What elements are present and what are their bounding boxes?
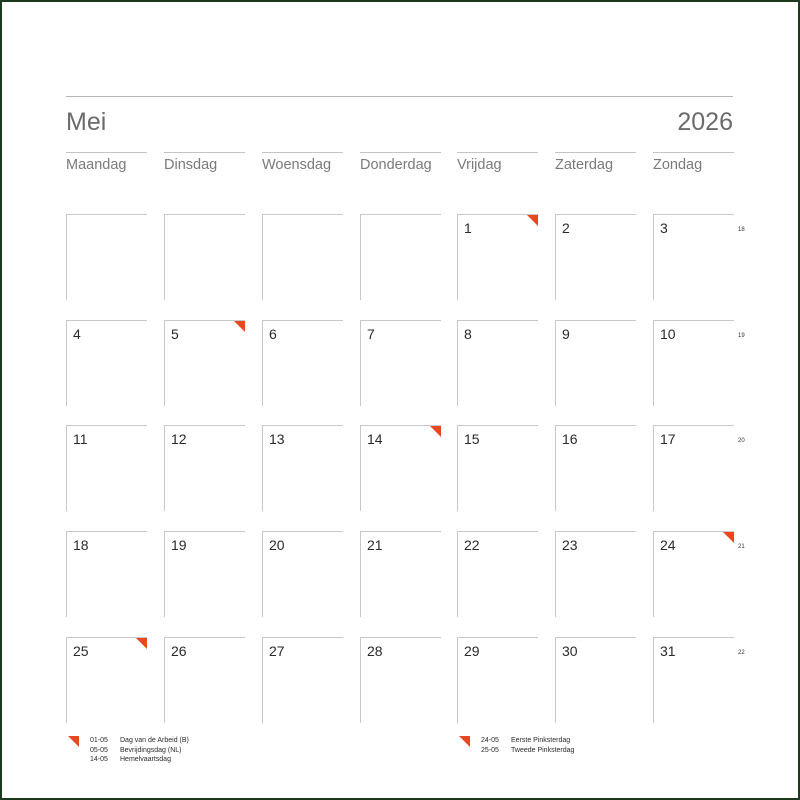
day-cell[interactable] [360, 637, 441, 723]
day-number: 14 [367, 431, 383, 447]
holiday-name: Bevrijdingsdag (NL) [120, 746, 182, 754]
holiday-flag-icon [723, 532, 734, 543]
weekday-header [555, 152, 636, 173]
holiday-date: 05-05 [90, 746, 108, 754]
day-number: 23 [562, 537, 578, 553]
day-number: 4 [73, 326, 81, 342]
weekday-header [360, 152, 441, 173]
day-number: 27 [269, 643, 285, 659]
day-cell[interactable] [555, 637, 636, 723]
day-cell[interactable] [262, 531, 343, 617]
day-cell[interactable] [360, 320, 441, 406]
day-number: 20 [269, 537, 285, 553]
weekday-label: Donderdag [360, 157, 432, 173]
day-number: 17 [660, 431, 676, 447]
day-number: 29 [464, 643, 480, 659]
day-cell[interactable] [164, 531, 245, 617]
day-cell[interactable] [66, 214, 147, 300]
day-number: 24 [660, 537, 676, 553]
day-cell[interactable] [262, 637, 343, 723]
holiday-name: Eerste Pinksterdag [511, 737, 571, 744]
day-cell[interactable] [66, 531, 147, 617]
day-cell[interactable] [653, 214, 734, 300]
day-number: 16 [562, 431, 578, 447]
day-cell[interactable] [360, 214, 441, 300]
day-number: 9 [562, 326, 570, 342]
weekday-label: Dinsdag [164, 157, 218, 173]
day-cell[interactable] [457, 425, 538, 511]
day-cell[interactable] [164, 637, 245, 723]
day-cell[interactable] [164, 214, 245, 300]
holiday-legend-right [481, 736, 574, 755]
day-number: 21 [367, 537, 383, 553]
day-number: 22 [464, 537, 480, 553]
weekday-header [653, 152, 734, 173]
week-number: 21 [738, 544, 745, 550]
day-cell[interactable] [555, 425, 636, 511]
day-cell[interactable] [360, 531, 441, 617]
day-cell[interactable] [457, 320, 538, 406]
holiday-entry [481, 736, 574, 746]
day-cell[interactable] [457, 531, 538, 617]
holiday-date: 24-05 [481, 737, 499, 744]
holiday-entry [481, 746, 574, 756]
day-number: 25 [73, 643, 89, 659]
holiday-name: Tweede Pinksterdag [511, 746, 575, 754]
weekday-label: Woensdag [262, 157, 332, 173]
day-cell[interactable] [164, 425, 245, 511]
day-number: 1 [464, 220, 472, 236]
day-number: 3 [660, 220, 668, 236]
holiday-entry [90, 736, 189, 746]
day-number: 12 [171, 431, 187, 447]
day-cell[interactable] [555, 214, 636, 300]
day-cell[interactable] [457, 637, 538, 723]
day-number: 7 [367, 326, 375, 342]
holiday-date: 01-05 [90, 737, 108, 744]
day-number: 18 [73, 537, 89, 553]
day-cell[interactable] [262, 320, 343, 406]
day-cell[interactable] [555, 320, 636, 406]
week-number: 22 [738, 650, 745, 656]
week-number: 18 [738, 227, 745, 233]
holiday-flag-icon [527, 215, 538, 226]
day-cell[interactable] [653, 425, 734, 511]
holiday-date: 14-05 [90, 756, 108, 763]
year-title: 2026 [677, 108, 733, 136]
day-cell[interactable] [66, 425, 147, 511]
day-number: 13 [269, 431, 285, 447]
day-number: 15 [464, 431, 480, 447]
day-cell[interactable] [164, 320, 245, 406]
day-cell[interactable] [653, 637, 734, 723]
day-number: 28 [367, 643, 383, 659]
weekday-label: Maandag [66, 157, 127, 173]
day-number: 26 [171, 643, 187, 659]
day-number: 8 [464, 326, 472, 342]
weekday-label: Zaterdag [555, 157, 614, 173]
holiday-flag-icon [459, 736, 470, 747]
holiday-entry [90, 746, 189, 756]
month-title: Mei [66, 108, 107, 136]
weekday-label: Vrijdag [457, 157, 502, 173]
week-number: 19 [738, 333, 745, 339]
day-cell[interactable] [262, 214, 343, 300]
holiday-name: Dag van de Arbeid (B) [120, 737, 189, 744]
day-cell[interactable] [457, 214, 538, 300]
weekday-label: Zondag [653, 157, 703, 173]
weekday-header [164, 152, 245, 173]
holiday-flag-icon [136, 638, 147, 649]
day-cell[interactable] [66, 637, 147, 723]
day-number: 31 [660, 643, 676, 659]
weekday-header [457, 152, 538, 173]
day-number: 19 [171, 537, 187, 553]
day-cell[interactable] [262, 425, 343, 511]
day-cell[interactable] [653, 531, 734, 617]
day-cell[interactable] [66, 320, 147, 406]
day-number: 5 [171, 326, 179, 342]
holiday-date: 25-05 [481, 746, 499, 754]
day-cell[interactable] [360, 425, 441, 511]
day-cell[interactable] [653, 320, 734, 406]
holiday-entry [90, 755, 189, 765]
day-number: 30 [562, 643, 578, 659]
header-rule [66, 96, 733, 97]
week-number: 20 [738, 438, 745, 444]
day-number: 11 [73, 431, 88, 447]
day-number: 10 [660, 326, 676, 342]
day-cell[interactable] [555, 531, 636, 617]
day-number: 6 [269, 326, 277, 342]
day-number: 2 [562, 220, 570, 236]
holiday-flag-icon [430, 426, 441, 437]
holiday-flag-icon [234, 321, 245, 332]
weekday-header [262, 152, 343, 173]
holiday-name: Hemelvaartsdag [120, 756, 171, 763]
weekday-header [66, 152, 147, 173]
holiday-legend-left [90, 736, 189, 765]
holiday-flag-icon [68, 736, 79, 747]
